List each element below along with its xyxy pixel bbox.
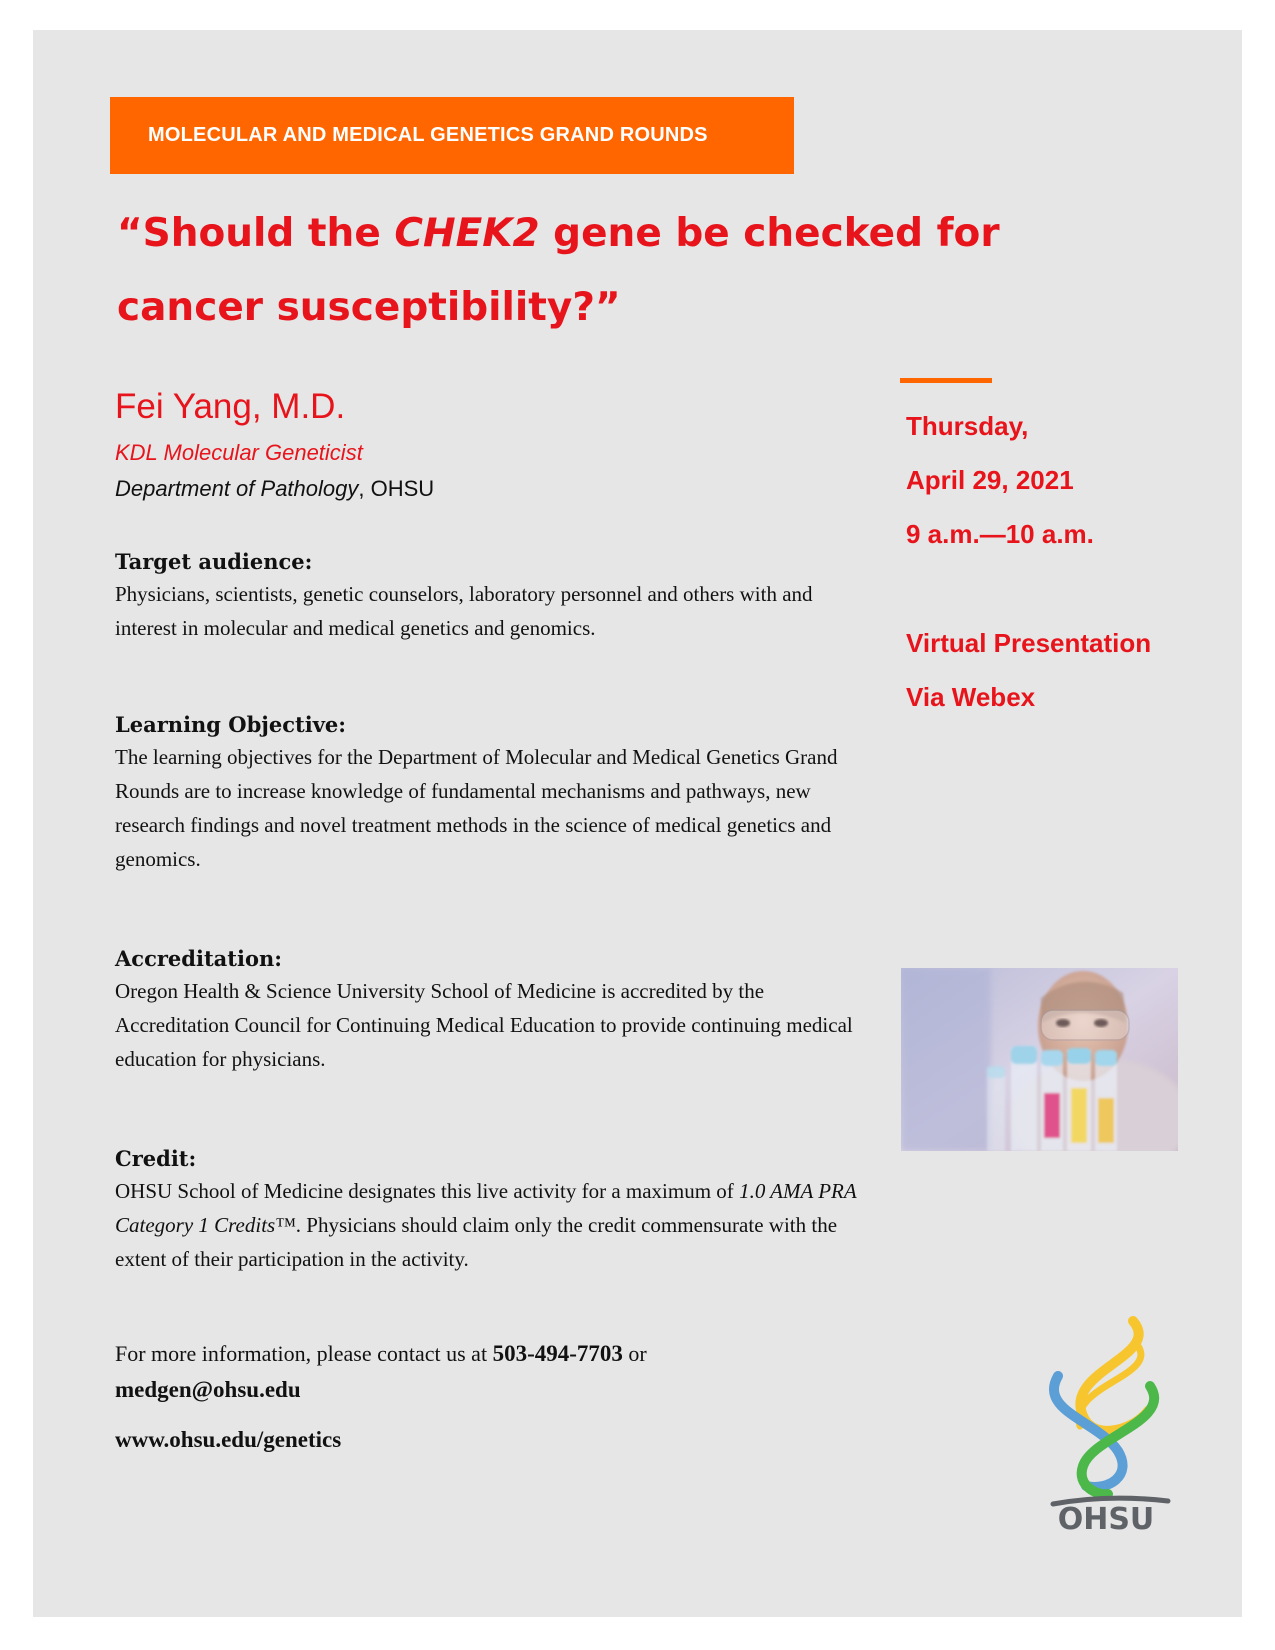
title-gene-name: CHEK2 [394,211,540,256]
contact-intro: For more information, please contact us at [115,1341,493,1366]
accreditation-heading: Accreditation: [115,946,282,971]
target-audience-section [115,547,860,645]
target-audience-body: Physicians, scientists, genetic counselors, laboratory personnel and others with and interest in molecular and medical genetics and genomics. [115,582,813,640]
speaker-affiliation [115,474,434,504]
ohsu-logo [1038,1316,1178,1532]
accreditation-section [115,944,860,1076]
speaker-department: Department of Pathology [115,476,359,501]
event-format: Virtual Presentation [906,628,1152,658]
contact-email-link[interactable]: medgen@ohsu.edu [115,1377,301,1402]
event-day: Thursday, [906,411,1029,441]
credit-body-end: . Physicians should claim only the credit commensurate with the extent of their participation in the activity. [115,1213,838,1271]
credit-section [115,1144,860,1276]
credit-heading: Credit: [115,1146,197,1171]
title-part-2: gene be checked for cancer susceptibility?” [117,211,1000,330]
accreditation-body: Oregon Health & Science University School of Medicine is accredited by the Accreditation Council for Continuing Medical Education to provide continuing medical education for physicians. [115,979,853,1071]
event-location [906,616,1151,724]
event-date: April 29, 2021 [906,465,1074,495]
contact-phone[interactable]: 503-494-7703 [492,1341,623,1366]
series-banner: MOLECULAR AND MEDICAL GENETICS GRAND ROUNDS [110,97,794,174]
learning-objective-section [115,710,860,876]
event-datetime [906,399,1094,561]
lab-scientist-photo [901,968,1178,1151]
accent-divider [900,378,992,383]
contact-or: or [622,1341,647,1366]
target-audience-heading: Target audience: [115,549,313,574]
ohsu-logo-text: OHSU [1057,1502,1155,1532]
speaker-institution: , OHSU [358,476,435,501]
event-time: 9 a.m.—10 a.m. [906,519,1094,549]
website-link[interactable]: www.ohsu.edu/genetics [115,1427,342,1452]
title-part-1: “Should the [117,211,395,256]
credit-body-start: OHSU School of Medicine designates this live activity for a maximum of [115,1179,740,1203]
learning-objective-heading: Learning Objective: [115,712,347,737]
event-platform: Via Webex [906,682,1036,712]
learning-objective-body: The learning objectives for the Department of Molecular and Medical Genetics Grand Rounds are to increase knowledge of fundamental mechanisms and pathways, new research findings and novel treatment methods in the science of medical genetics and genomics. [115,745,838,871]
talk-title [117,197,1097,345]
credit-designation: 1.0 AMA PRA Category 1 Credits™ [115,1179,857,1237]
contact-info [115,1336,860,1408]
credit-body [115,1174,860,1276]
speaker-role: KDL Molecular Geneticist [115,440,363,465]
speaker-name: Fei Yang, M.D. [115,387,346,426]
